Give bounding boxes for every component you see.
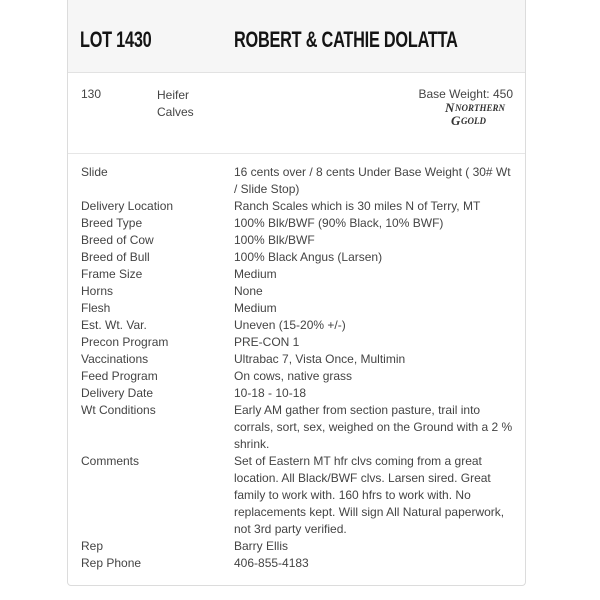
- detail-label: Breed of Bull: [81, 250, 150, 264]
- detail-row: [81, 555, 515, 572]
- detail-row: [81, 368, 515, 385]
- detail-row: [81, 538, 515, 555]
- lot-summary: [68, 72, 525, 154]
- detail-label: Delivery Location: [81, 199, 174, 213]
- detail-value: Early AM gather from section pasture, trail into corrals, sort, sex, weighed on the Ground with a 2 % shrink.: [234, 403, 513, 451]
- detail-value: Uneven (15-20% +/-): [234, 318, 346, 332]
- detail-row: [81, 453, 515, 538]
- detail-label: Flesh: [81, 301, 111, 315]
- detail-row: [81, 300, 515, 317]
- detail-row: [81, 232, 515, 249]
- head-count: 130: [81, 87, 102, 101]
- svg-text:G: G: [451, 113, 461, 128]
- detail-value: Ultrabac 7, Vista Once, Multimin: [234, 352, 406, 366]
- detail-label: Slide: [81, 165, 108, 179]
- detail-label: Frame Size: [81, 267, 143, 281]
- detail-row: [81, 351, 515, 368]
- detail-row: [81, 385, 515, 402]
- northern-gold-logo: [443, 100, 513, 128]
- detail-row: [81, 249, 515, 266]
- detail-value: 406-855-4183: [234, 556, 309, 570]
- detail-label: Vaccinations: [81, 352, 149, 366]
- detail-row: [81, 164, 515, 198]
- detail-value: On cows, native grass: [234, 369, 353, 383]
- detail-label: Wt Conditions: [81, 403, 156, 417]
- seller-name: ROBERT & CATHIE DOLATTA: [234, 27, 458, 52]
- detail-label: Horns: [81, 284, 114, 298]
- detail-row: [81, 215, 515, 232]
- detail-label: Precon Program: [81, 335, 169, 349]
- detail-row: [81, 334, 515, 351]
- detail-value: Medium: [234, 267, 277, 281]
- detail-label: Breed of Cow: [81, 233, 154, 247]
- logo-line1: NORTHERN: [455, 103, 506, 113]
- detail-value: PRE-CON 1: [234, 335, 300, 349]
- detail-value: 16 cents over / 8 cents Under Base Weight ( 30# Wt / Slide Stop): [234, 165, 511, 196]
- lot-details: [81, 164, 515, 572]
- detail-value: Set of Eastern MT hfr clvs coming from a great location. All Black/BWF clvs. Larsen sired. Great family to work with. 160 hfrs to work with. No replacements kept. Will sign All Natural paperwork, not 3rd party verified.: [234, 454, 505, 536]
- detail-label: Rep: [81, 539, 104, 553]
- detail-value: 10-18 - 10-18: [234, 386, 307, 400]
- lot-number: LOT 1430: [80, 27, 152, 52]
- detail-value: 100% Blk/BWF: [234, 233, 315, 247]
- detail-value: Ranch Scales which is 30 miles N of Terry, MT: [234, 199, 481, 213]
- detail-value: Barry Ellis: [234, 539, 289, 553]
- detail-label: Est. Wt. Var.: [81, 318, 147, 332]
- detail-row: [81, 283, 515, 300]
- detail-value: 100% Black Angus (Larsen): [234, 250, 383, 264]
- detail-row: [81, 266, 515, 283]
- base-weight: Base Weight: 450: [418, 87, 513, 101]
- detail-row: [81, 402, 515, 453]
- cattle-description: Heifer Calves: [157, 88, 194, 119]
- detail-label: Feed Program: [81, 369, 158, 383]
- section-divider: [68, 153, 525, 154]
- detail-row: [81, 317, 515, 334]
- detail-value: Medium: [234, 301, 277, 315]
- detail-label: Breed Type: [81, 216, 143, 230]
- detail-row: [81, 198, 515, 215]
- detail-label: Delivery Date: [81, 386, 154, 400]
- detail-value: None: [234, 284, 263, 298]
- detail-label: Comments: [81, 454, 140, 468]
- lot-card: [67, 0, 526, 586]
- logo-line2: GOLD: [461, 116, 486, 126]
- detail-value: 100% Blk/BWF (90% Black, 10% BWF): [234, 216, 444, 230]
- detail-label: Rep Phone: [81, 556, 142, 570]
- lot-header: [68, 0, 525, 73]
- svg-text:N: N: [445, 100, 455, 115]
